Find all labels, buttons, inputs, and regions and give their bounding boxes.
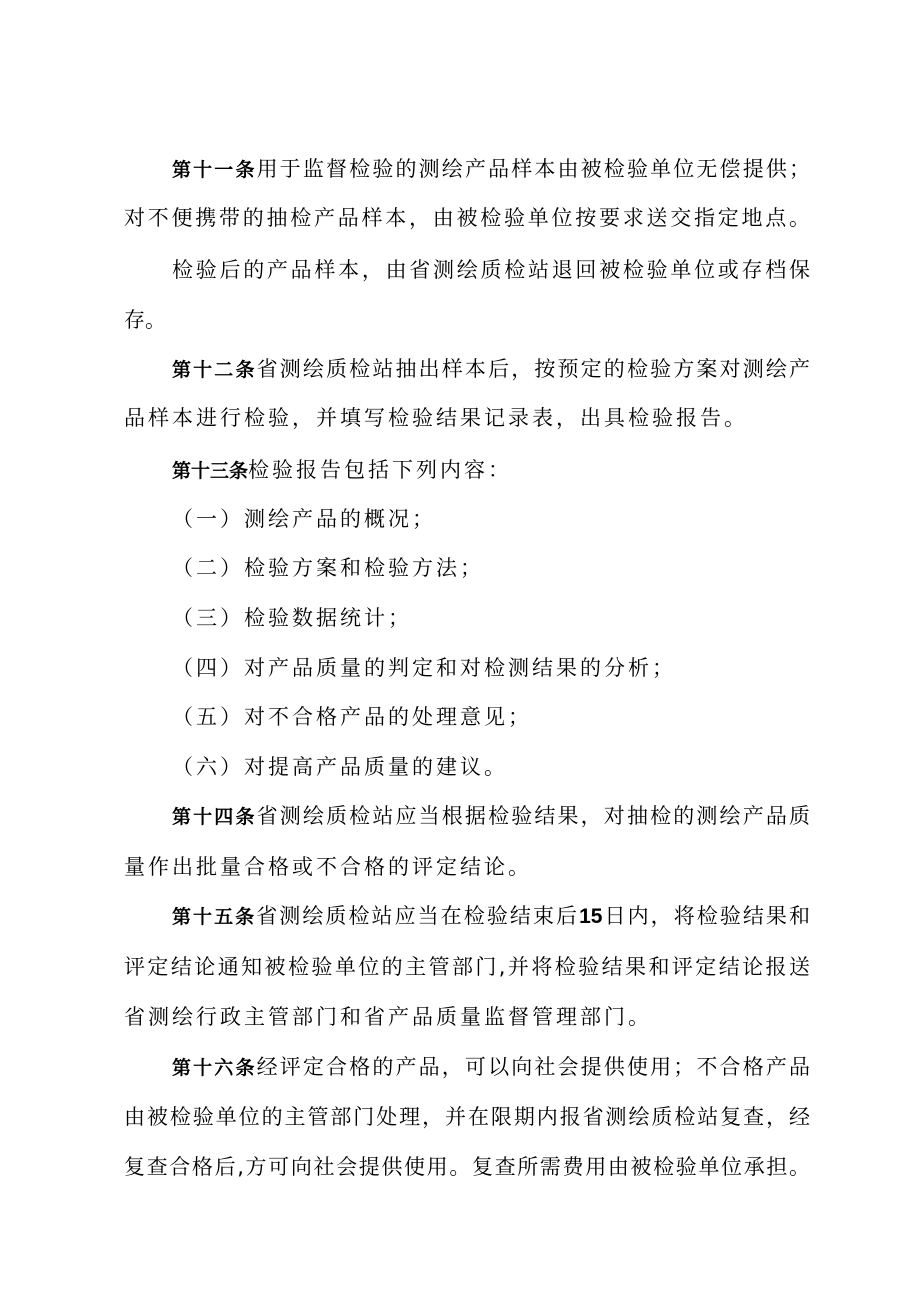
article-11-line-1 (172, 152, 810, 186)
article-12-text-1: 省测绘质检站抽出样本后，按预定的检验方案对测绘产 (256, 357, 810, 381)
article-13-heading: 第十三条 (172, 460, 249, 482)
article-14-text-1: 省测绘质检站应当根据检验结果，对抽检的测绘产品质 (256, 804, 810, 828)
report-item-5: （五）对不合格产品的处理意见； (172, 705, 532, 729)
report-item-6: （六）对提高产品质量的建议。 (172, 755, 508, 779)
paragraph-sample-return-line-1: 检验后的产品样本，由省测绘质检站退回被检验单位或存档保 (172, 258, 810, 282)
article-16-line-2: 由被检验单位的主管部门处理，并在限期内报省测绘质检站复查，经 (124, 1105, 810, 1129)
article-15-days-number: 15 (579, 905, 603, 928)
article-16-text-1: 经评定合格的产品，可以向社会提供使用；不合格产品 (256, 1055, 810, 1079)
paragraph-sample-return-line-2: 存。 (124, 308, 166, 332)
article-11-line-2: 对不便携带的抽检产品样本，由被检验单位按要求送交指定地点。 (124, 206, 810, 230)
article-11-text-1: 用于监督检验的测绘产品样本由被检验单位无偿提供； (256, 157, 810, 181)
article-15-line-1 (172, 899, 810, 933)
article-15-text-1a: 省测绘质检站应当在检验结束后 (256, 904, 580, 928)
report-item-3: （三）检验数据统计； (172, 606, 412, 630)
article-13-text-1: 检验报告包括下列内容： (248, 458, 513, 482)
article-14-line-1 (172, 799, 810, 833)
article-15-line-3: 省测绘行政主管部门和省产品质量监督管理部门。 (124, 1005, 652, 1029)
article-13-line-1 (172, 453, 810, 487)
article-12-line-1 (172, 352, 810, 386)
report-item-1: （一）测绘产品的概况； (172, 507, 436, 531)
article-12-line-2: 品样本进行检验，并填写检验结果记录表，出具检验报告。 (124, 406, 748, 430)
article-11-heading: 第十一条 (172, 159, 257, 181)
article-16-line-3: 复查合格后,方可向社会提供使用。复查所需费用由被检验单位承担。 (124, 1155, 810, 1179)
article-15-text-1b: 日内，将检验结果和 (602, 904, 810, 928)
article-16-line-1 (172, 1050, 810, 1084)
article-15-line-2: 评定结论通知被检验单位的主管部门,并将检验结果和评定结论报送 (124, 955, 810, 979)
article-15-heading: 第十五条 (172, 906, 257, 928)
article-16-heading: 第十六条 (172, 1057, 257, 1079)
report-item-4: （四）对产品质量的判定和对检测结果的分析； (172, 656, 676, 680)
article-12-heading: 第十二条 (172, 359, 257, 381)
report-item-2: （二）检验方案和检验方法； (172, 556, 484, 580)
article-14-heading: 第十四条 (172, 806, 257, 828)
article-14-line-2: 量作出批量合格或不合格的评定结论。 (124, 855, 532, 879)
